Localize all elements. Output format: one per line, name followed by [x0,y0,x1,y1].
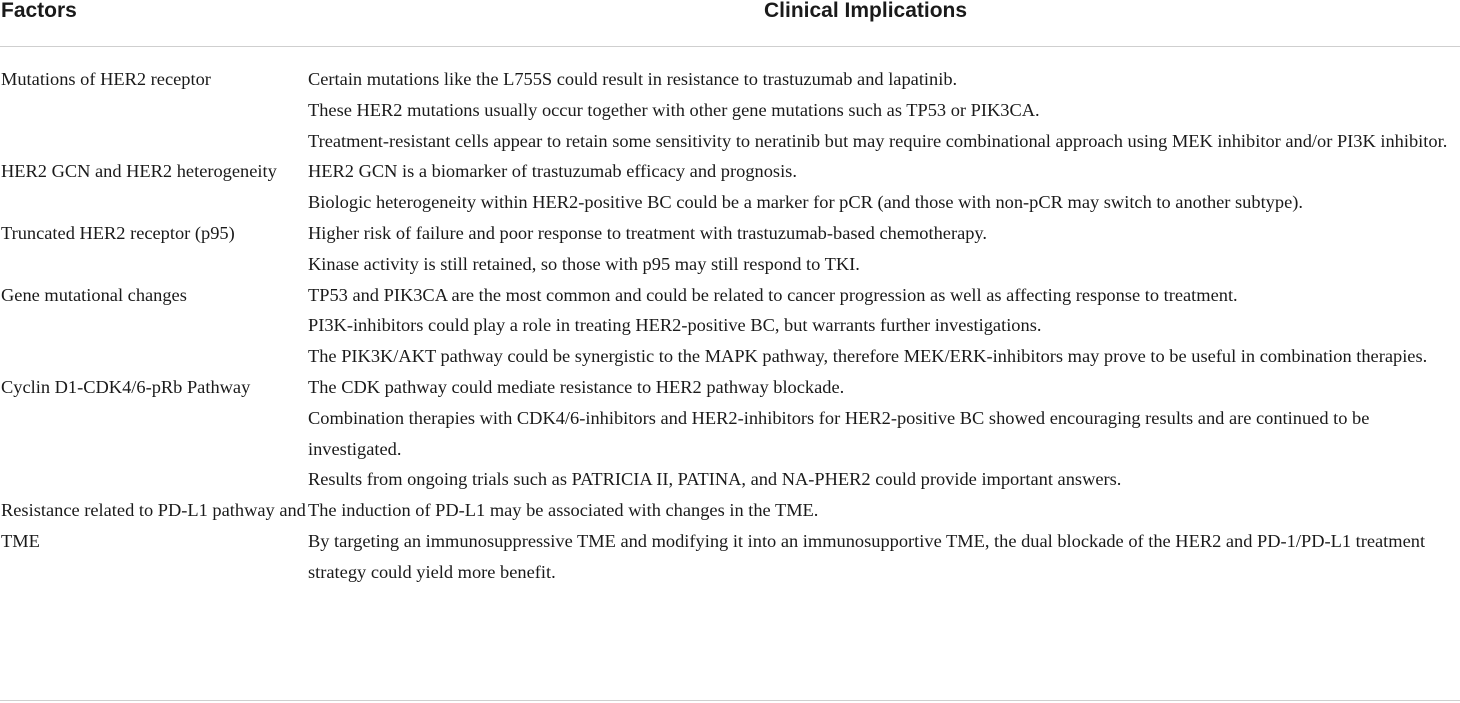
implication-line: Higher risk of failure and poor response to treatment with trastuzumab-based chemotherapy. [308,222,988,243]
implication-line: Treatment-resistant cells appear to retain some sensitivity to neratinib but may require combinational approach using MEK inhibitor and/or PI3K inhibitor. [308,130,1448,151]
implication-line: The CDK pathway could mediate resistance to HER2 pathway blockade. [308,376,845,397]
implication-line: The induction of PD-L1 may be associated with changes in the TME. [308,500,819,521]
table-bottom-rule [0,700,1460,701]
implications-cell [308,495,1460,587]
factor-cell: Cyclin D1-CDK4/6-pRb Pathway [1,376,251,397]
implication-line: HER2 GCN is a biomarker of trastuzumab efficacy and prognosis. [308,161,797,182]
implications-cell [308,218,1460,280]
implication-line: Combination therapies with CDK4/6-inhibitors and HER2-inhibitors for HER2-positive BC showed encouraging results and are continued to be investigated. [308,407,1370,459]
implication-line: By targeting an immunosuppressive TME and modifying it into an immunosupportive TME, the dual blockade of the HER2 and PD-1/PD-L1 treatment strategy could yield more benefit. [308,530,1426,582]
implication-line: Kinase activity is still retained, so those with p95 may still respond to TKI. [308,253,860,274]
implication-line: TP53 and PIK3CA are the most common and could be related to cancer progression as well as affecting response to treatment. [308,284,1238,305]
factor-cell: Resistance related to PD-L1 pathway and TME [1,500,306,551]
table-row [0,280,1460,372]
implications-cell [308,64,1460,156]
table-row [0,218,1460,280]
table-row [0,156,1460,218]
implication-line: Results from ongoing trials such as PATRICIA II, PATINA, and NA-PHER2 could provide important answers. [308,469,1122,490]
implication-line: PI3K-inhibitors could play a role in treating HER2-positive BC, but warrants further investigations. [308,315,1042,336]
implication-line: Biologic heterogeneity within HER2-positive BC could be a marker for pCR (and those with non-pCR may switch to another subtype). [308,192,1303,213]
table-row [0,64,1460,156]
clinical-implications-column-header: Clinical Implications [764,0,968,22]
factors-column-header: Factors [1,0,77,22]
table-header-row [0,0,1460,47]
implication-line: The PIK3K/AKT pathway could be synergistic to the MAPK pathway, therefore MEK/ERK-inhibitors may prove to be useful in combination therapies. [308,346,1428,367]
implications-cell [308,156,1460,218]
table-row [0,495,1460,587]
factor-cell: Gene mutational changes [1,284,187,305]
factor-cell: Mutations of HER2 receptor [1,69,211,89]
factor-cell: Truncated HER2 receptor (p95) [1,222,235,243]
factor-cell: HER2 GCN and HER2 heterogeneity [1,161,277,182]
table-body [0,47,1460,588]
implication-line: Certain mutations like the L755S could result in resistance to trastuzumab and lapatinib. [308,69,958,89]
implications-cell [308,280,1460,372]
implications-cell [308,372,1460,495]
implication-line: These HER2 mutations usually occur together with other gene mutations such as TP53 or PIK3CA. [308,99,1040,120]
table-row [0,372,1460,495]
